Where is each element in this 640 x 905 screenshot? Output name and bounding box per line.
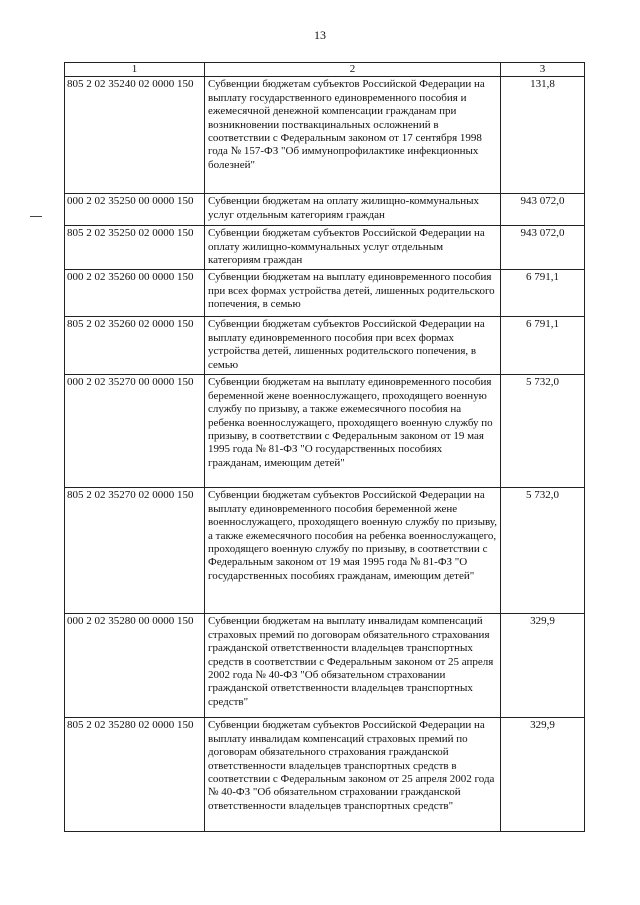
table-row	[65, 77, 585, 194]
budget-item-name: Субвенции бюджетам субъектов Российской Федерации на выплату единовременного пособия беременной жене военнослужащего, проходящего военную службу по призыву, а также ежемесячного пособия на ребенка военнослужащего, проходящего военную службу по призыву, в соответствии с Федеральным законом от 19 мая 1995 года № 81-ФЗ "О государственных пособиях гражданам, имеющим детей"	[205, 488, 501, 614]
budget-item-name: Субвенции бюджетам субъектов Российской Федерации на выплату государственного единовременного пособия и ежемесячной денежной компенсации гражданам при возникновении поствакцинальных осложнений в соответствии с Федеральным законом от 17 сентября 1998 года № 157-ФЗ "Об иммунопрофилактике инфекционных болезней"	[205, 77, 501, 194]
table-row	[65, 194, 585, 226]
table-row	[65, 375, 585, 488]
budget-code: 000 2 02 35270 00 0000 150	[65, 375, 205, 488]
budget-item-name: Субвенции бюджетам на выплату единовременного пособия беременной жене военнослужащего, проходящего военную службу по призыву, а также ежемесячного пособия на ребенка военнослужащего, проходящего военную службу по призыву, в соответствии с Федеральным законом от 19 мая 1995 года № 81-ФЗ "О государственных пособиях гражданам, имеющим детей"	[205, 375, 501, 488]
budget-item-name: Субвенции бюджетам на оплату жилищно-коммунальных услуг отдельным категориям граждан	[205, 194, 501, 226]
budget-code: 000 2 02 35250 00 0000 150	[65, 194, 205, 226]
table-row	[65, 614, 585, 718]
budget-code: 000 2 02 35280 00 0000 150	[65, 614, 205, 718]
table-row	[65, 270, 585, 317]
budget-code: 805 2 02 35240 02 0000 150	[65, 77, 205, 194]
table-row	[65, 488, 585, 614]
budget-code: 000 2 02 35260 00 0000 150	[65, 270, 205, 317]
budget-code: 805 2 02 35260 02 0000 150	[65, 317, 205, 375]
budget-item-name: Субвенции бюджетам субъектов Российской Федерации на оплату жилищно-коммунальных услуг отдельным категориям граждан	[205, 226, 501, 270]
budget-amount: 6 791,1	[501, 317, 585, 375]
column-header-name: 2	[205, 63, 501, 77]
budget-amount: 5 732,0	[501, 488, 585, 614]
table-row	[65, 226, 585, 270]
budget-code: 805 2 02 35270 02 0000 150	[65, 488, 205, 614]
budget-amount: 943 072,0	[501, 194, 585, 226]
table-header-row	[65, 63, 585, 77]
budget-amount: 5 732,0	[501, 375, 585, 488]
table-row	[65, 317, 585, 375]
budget-amount: 6 791,1	[501, 270, 585, 317]
budget-item-name: Субвенции бюджетам на выплату инвалидам компенсаций страховых премий по договорам обязательного страхования гражданской ответственности владельцев транспортных средств в соответствии с Федеральным законом от 25 апреля 2002 года № 40-ФЗ "Об обязательном страховании гражданской ответственности владельцев транспортных средств"	[205, 614, 501, 718]
budget-code: 805 2 02 35250 02 0000 150	[65, 226, 205, 270]
budget-amount: 329,9	[501, 614, 585, 718]
budget-code: 805 2 02 35280 02 0000 150	[65, 718, 205, 832]
budget-item-name: Субвенции бюджетам субъектов Российской Федерации на выплату единовременного пособия при всех формах устройства детей, лишенных родительского попечения, в семью	[205, 317, 501, 375]
margin-mark	[30, 216, 42, 217]
column-header-code: 1	[65, 63, 205, 77]
page-number: 13	[314, 28, 326, 42]
budget-amount: 131,8	[501, 77, 585, 194]
budget-amount: 943 072,0	[501, 226, 585, 270]
budget-item-name: Субвенции бюджетам на выплату единовременного пособия при всех формах устройства детей, лишенных родительского попечения, в семью	[205, 270, 501, 317]
budget-item-name: Субвенции бюджетам субъектов Российской Федерации на выплату инвалидам компенсаций страховых премий по договорам обязательного страхования гражданской ответственности владельцев транспортных средств в соответствии с Федеральным законом от 25 апреля 2002 года № 40-ФЗ "Об обязательном страховании гражданской ответственности владельцев транспортных средств"	[205, 718, 501, 832]
column-header-amount: 3	[501, 63, 585, 77]
budget-amount: 329,9	[501, 718, 585, 832]
budget-table	[64, 62, 585, 832]
table-row	[65, 718, 585, 832]
